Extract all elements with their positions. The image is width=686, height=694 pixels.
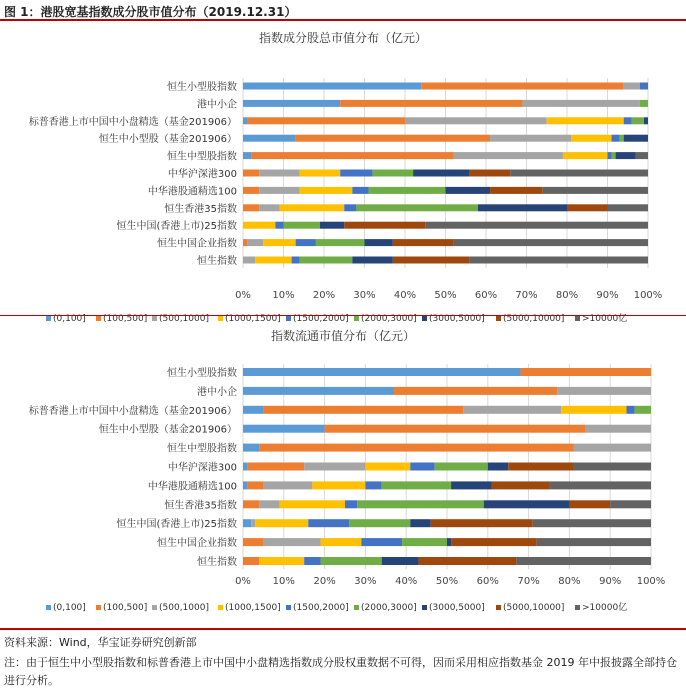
- x-tick-label: 0%: [235, 290, 251, 301]
- bottom-rule: [0, 628, 686, 630]
- x-tick-label: 90%: [599, 576, 622, 587]
- category-label: 恒生中小型股（基金201906）: [98, 134, 237, 146]
- bar-segment: [421, 83, 624, 90]
- bar-segment: [344, 204, 356, 211]
- category-label: 中华港股通精选100: [147, 186, 237, 198]
- bar-segment: [321, 538, 362, 546]
- bar-segment: [243, 463, 247, 471]
- bar-segment: [586, 425, 651, 433]
- x-tick-label: 80%: [555, 290, 579, 301]
- chart-title: 指数成分股总市值分布（亿元）: [258, 31, 428, 45]
- bar-segment: [243, 187, 259, 194]
- bar-segment: [490, 187, 543, 194]
- category-label: 恒生指数: [197, 256, 237, 267]
- bar-segment: [573, 444, 651, 452]
- bar-segment: [243, 117, 247, 124]
- bar-segment: [243, 100, 340, 107]
- bar-segment: [300, 187, 353, 194]
- bar-segment: [259, 170, 300, 177]
- bar-segment: [543, 187, 648, 194]
- category-label: 恒生小型股指数: [167, 82, 237, 93]
- category-label: 恒生小型股指数: [167, 368, 237, 379]
- bar-segment: [243, 406, 263, 414]
- bar-segment: [320, 222, 344, 229]
- legend-label: (1500,2000]: [293, 603, 349, 613]
- bar-segment: [393, 239, 454, 246]
- bar-segment: [425, 222, 648, 229]
- x-tick-label: 10%: [272, 576, 295, 587]
- bar-segment: [393, 257, 470, 264]
- x-tick-label: 10%: [272, 290, 295, 301]
- bar-segment: [263, 538, 320, 546]
- x-tick-label: 20%: [312, 290, 336, 301]
- bar-segment: [373, 170, 414, 177]
- x-tick-label: 30%: [353, 290, 376, 301]
- figure-title: 图 1：港股宽基指数成分股市值分布（2019.12.31）: [4, 5, 297, 19]
- category-label: 恒生香港35指数: [164, 203, 237, 215]
- legend-label: (0,100]: [53, 603, 86, 613]
- bar-segment: [516, 557, 651, 565]
- legend-label: (1500,2000]: [293, 314, 349, 324]
- bar-segment: [402, 538, 447, 546]
- legend-label: (2000,3000]: [361, 603, 417, 613]
- bar-segment: [446, 187, 491, 194]
- bar-segment: [382, 481, 451, 489]
- x-tick-label: 50%: [435, 576, 459, 587]
- legend-swatch: [286, 605, 291, 610]
- bar-segment: [549, 481, 651, 489]
- bar-segment: [247, 481, 263, 489]
- bar-segment: [308, 519, 349, 527]
- x-tick-label: 90%: [596, 290, 619, 301]
- bar-segment: [624, 117, 632, 124]
- bar-segment: [259, 204, 279, 211]
- bar-segment: [292, 257, 300, 264]
- bar-segment: [463, 406, 561, 414]
- bar-segment: [454, 152, 563, 159]
- bar-segment: [243, 239, 247, 246]
- bar-segment: [304, 557, 320, 565]
- bar-segment: [451, 481, 492, 489]
- legend-swatch: [575, 605, 580, 610]
- bar-segment: [635, 406, 651, 414]
- bar-segment: [296, 135, 490, 142]
- category-label: 中华港股通精选100: [147, 481, 237, 493]
- legend-swatch: [152, 605, 157, 610]
- bar-segment: [510, 170, 648, 177]
- legend-swatch: [354, 605, 359, 610]
- bar-segment: [365, 481, 381, 489]
- legend-swatch: [422, 605, 427, 610]
- x-tick-label: 30%: [354, 576, 377, 587]
- category-label: 恒生中型股指数: [167, 151, 237, 163]
- bar-segment: [394, 387, 557, 395]
- category-label: 中华沪深港300: [167, 462, 237, 474]
- bar-segment: [325, 425, 586, 433]
- bar-segment: [259, 557, 304, 565]
- source-note: 资料来源：Wind，华宝证券研究创新部: [4, 636, 197, 649]
- bar-segment: [243, 538, 263, 546]
- legend-swatch: [218, 605, 223, 610]
- bar-segment: [340, 170, 372, 177]
- bar-segment: [243, 425, 325, 433]
- category-label: 标普香港上市中国中小盘精选（基金201906）: [28, 116, 237, 128]
- bar-segment: [569, 500, 610, 508]
- legend-label: (1000,1500]: [225, 603, 281, 613]
- bar-segment: [612, 152, 616, 159]
- category-label: 恒生中小型股（基金201906）: [98, 424, 237, 436]
- x-tick-label: 60%: [476, 576, 499, 587]
- bar-segment: [470, 257, 648, 264]
- category-label: 恒生中国(香港上市)25指数: [116, 519, 237, 531]
- legend-label: (100,500]: [103, 603, 148, 613]
- bar-segment: [296, 239, 316, 246]
- x-tick-label: 20%: [313, 576, 336, 587]
- legend-swatch: [96, 605, 101, 610]
- bar-segment: [259, 500, 279, 508]
- legend-swatch: [46, 605, 51, 610]
- bar-segment: [610, 500, 651, 508]
- bar-segment: [492, 481, 549, 489]
- bar-segment: [435, 463, 488, 471]
- bar-segment: [627, 406, 635, 414]
- legend-label: >10000亿: [582, 314, 628, 324]
- bar-segment: [300, 170, 341, 177]
- chart-title: 指数流通市值分布（亿元）: [270, 329, 416, 343]
- bar-segment: [490, 135, 571, 142]
- bar-segment: [533, 519, 651, 527]
- chart-float-market-cap: [0, 320, 686, 620]
- bar-segment: [263, 481, 312, 489]
- bar-segment: [243, 500, 259, 508]
- x-tick-label: 100%: [636, 576, 666, 587]
- bar-segment: [508, 463, 573, 471]
- bar-segment: [382, 557, 419, 565]
- footnote: 注：由于恒生中小型股指数和标普香港上市中国中小盘精选指数成分股权重数据不可得，因而采用相应指数基金 2019 年中报披露全部持仓进行分析。: [4, 656, 677, 687]
- bar-segment: [522, 100, 639, 107]
- bar-segment: [557, 387, 651, 395]
- category-label: 恒生香港35指数: [164, 500, 237, 512]
- bar-segment: [243, 368, 520, 376]
- bar-segment: [573, 463, 651, 471]
- bar-segment: [410, 519, 430, 527]
- bar-segment: [636, 152, 648, 159]
- bar-segment: [345, 500, 357, 508]
- bar-segment: [243, 222, 275, 229]
- legend-label: (5000,10000]: [503, 314, 565, 324]
- bar-segment: [247, 239, 263, 246]
- legend-label: (500,1000]: [159, 314, 209, 324]
- category-label: 恒生中型股指数: [167, 443, 237, 455]
- bar-segment: [251, 152, 454, 159]
- bar-segment: [447, 538, 451, 546]
- bar-segment: [640, 83, 648, 90]
- bar-segment: [300, 257, 353, 264]
- bar-segment: [279, 204, 344, 211]
- category-label: 港中小企: [197, 386, 237, 398]
- legend-label: (0,100]: [53, 314, 86, 324]
- x-tick-label: 70%: [515, 290, 538, 301]
- bar-segment: [243, 444, 259, 452]
- bar-segment: [280, 500, 345, 508]
- bar-segment: [259, 187, 300, 194]
- bar-segment: [357, 500, 483, 508]
- bar-segment: [563, 152, 608, 159]
- bar-segment: [263, 239, 295, 246]
- bar-segment: [243, 135, 296, 142]
- bar-segment: [251, 519, 255, 527]
- bar-segment: [454, 239, 648, 246]
- bar-segment: [567, 204, 608, 211]
- bar-segment: [410, 463, 434, 471]
- bar-segment: [478, 204, 567, 211]
- x-tick-label: 60%: [474, 290, 498, 301]
- bar-segment: [451, 538, 537, 546]
- bar-segment: [361, 538, 402, 546]
- bar-segment: [243, 481, 247, 489]
- bar-segment: [243, 170, 259, 177]
- bar-segment: [632, 117, 644, 124]
- bar-segment: [561, 406, 626, 414]
- bar-segment: [537, 538, 651, 546]
- bar-segment: [243, 257, 255, 264]
- chart-total-market-cap: [0, 24, 686, 324]
- bar-segment: [255, 257, 291, 264]
- bar-segment: [620, 135, 624, 142]
- legend-label: (3000,5000]: [429, 314, 485, 324]
- bar-segment: [616, 152, 636, 159]
- bar-segment: [644, 117, 648, 124]
- bar-segment: [243, 204, 259, 211]
- bar-segment: [484, 500, 570, 508]
- bar-segment: [520, 368, 651, 376]
- legend-label: (100,500]: [103, 314, 148, 324]
- bar-segment: [263, 406, 463, 414]
- bar-segment: [470, 170, 511, 177]
- legend-label: (3000,5000]: [429, 603, 485, 613]
- bar-segment: [612, 135, 620, 142]
- bar-segment: [418, 557, 516, 565]
- legend-label: (500,1000]: [159, 603, 209, 613]
- bar-segment: [431, 519, 533, 527]
- bar-segment: [608, 152, 612, 159]
- bar-segment: [356, 204, 478, 211]
- legend-label: (5000,10000]: [503, 603, 565, 613]
- legend-swatch: [496, 605, 501, 610]
- bar-segment: [640, 100, 648, 107]
- bar-segment: [624, 135, 648, 142]
- chart-separator: [0, 315, 686, 316]
- bar-segment: [344, 222, 425, 229]
- bar-segment: [547, 117, 624, 124]
- bar-segment: [624, 83, 640, 90]
- bar-segment: [321, 557, 382, 565]
- bar-segment: [284, 222, 320, 229]
- bar-segment: [608, 204, 649, 211]
- bar-segment: [243, 152, 251, 159]
- bar-segment: [369, 187, 446, 194]
- legend-label: >10000亿: [582, 603, 628, 613]
- bar-segment: [243, 519, 251, 527]
- bar-segment: [243, 83, 421, 90]
- bar-segment: [316, 239, 365, 246]
- x-tick-label: 40%: [393, 290, 417, 301]
- x-tick-label: 0%: [235, 576, 251, 587]
- bar-segment: [365, 463, 410, 471]
- category-label: 中华沪深港300: [167, 169, 237, 180]
- legend-label: (2000,3000]: [361, 314, 417, 324]
- category-label: 标普香港上市中国中小盘精选（基金201906）: [28, 405, 237, 417]
- category-label: 恒生指数: [197, 557, 237, 568]
- bar-segment: [571, 135, 612, 142]
- x-tick-label: 50%: [434, 290, 457, 301]
- bar-segment: [247, 117, 405, 124]
- x-tick-label: 80%: [558, 576, 581, 587]
- bar-segment: [259, 444, 573, 452]
- bar-segment: [247, 463, 304, 471]
- category-label: 恒生中国(香港上市)25指数: [116, 221, 237, 233]
- bar-segment: [340, 100, 522, 107]
- category-label: 港中小企: [197, 99, 237, 111]
- top-rule: [0, 19, 686, 21]
- x-tick-label: 100%: [633, 290, 663, 301]
- bar-segment: [413, 170, 470, 177]
- bar-segment: [312, 481, 365, 489]
- bar-segment: [243, 557, 259, 565]
- bar-segment: [352, 257, 393, 264]
- bar-segment: [352, 187, 368, 194]
- bar-segment: [243, 387, 394, 395]
- bar-segment: [488, 463, 508, 471]
- x-tick-label: 70%: [517, 576, 540, 587]
- bar-segment: [405, 117, 547, 124]
- bar-segment: [304, 463, 365, 471]
- bar-segment: [255, 519, 308, 527]
- bar-segment: [275, 222, 283, 229]
- x-tick-label: 40%: [395, 576, 418, 587]
- bar-segment: [349, 519, 410, 527]
- category-label: 恒生中国企业指数: [157, 538, 237, 550]
- legend-label: (1000,1500]: [225, 314, 281, 324]
- bar-segment: [365, 239, 393, 246]
- category-label: 恒生中国企业指数: [157, 238, 237, 250]
